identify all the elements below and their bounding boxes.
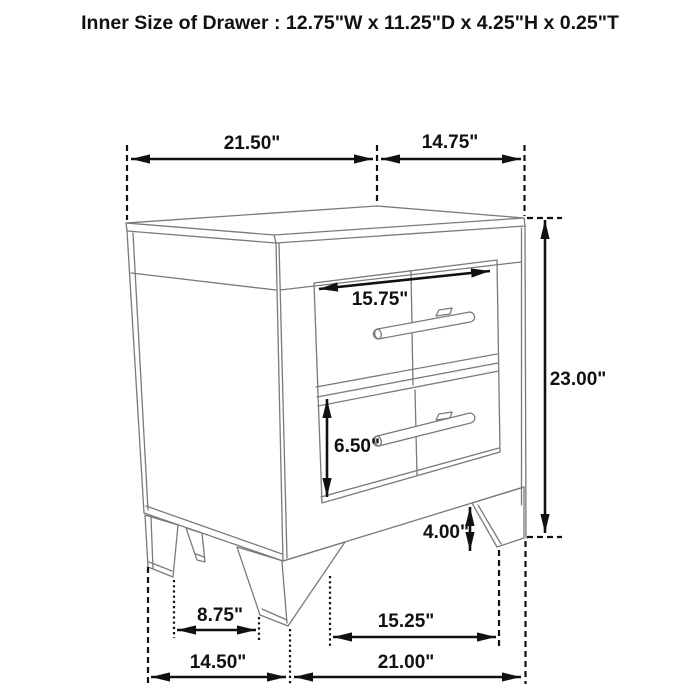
dim-overall-height [527,218,606,537]
dim-leg-spacing-front [330,550,499,648]
dim-top-width [127,133,377,220]
mid-rail [316,354,499,406]
dim-label-leg-spacing-front: 15.25" [377,611,435,632]
dim-label-leg-spacing-side: 8.75" [197,605,243,626]
dim-leg-height [423,507,470,551]
left-side-panel [127,231,283,561]
left-panel-bottom-seam [146,506,282,554]
right-leg [472,487,524,547]
page-title: Inner Size of Drawer : 12.75"W x 11.25"D x 4.25"H x 0.25"T [81,12,619,34]
dim-label-drawer-height: 6.50" [334,436,380,457]
left-panel-top-seam [131,273,276,290]
front-panel-top-seam [280,262,521,290]
drawer1-handle-post [436,308,452,316]
drawer1-handle [373,308,474,339]
dim-label-base-depth: 14.50" [189,652,247,673]
drawer2-handle-bar [373,413,475,446]
drawer2-handle [373,412,475,447]
left-leg [145,515,178,577]
dim-label-drawer-width: 15.75" [351,289,409,310]
dim-label-overall-height: 23.00" [549,369,607,390]
dim-label-top-depth: 14.75" [421,132,479,153]
back-leg [186,528,205,562]
dim-top-depth [381,132,525,216]
front-leg [237,542,345,626]
dim-arrow-line [319,271,490,289]
dim-base-depth [148,567,290,685]
dim-leg-spacing-side [174,580,259,640]
dim-label-leg-height: 4.00" [423,522,469,543]
dim-label-top-width: 21.50" [223,133,281,154]
drawer1-handle-bar [373,312,474,339]
dim-label-base-width: 21.00" [377,652,435,673]
dim-drawer-width [319,271,490,310]
